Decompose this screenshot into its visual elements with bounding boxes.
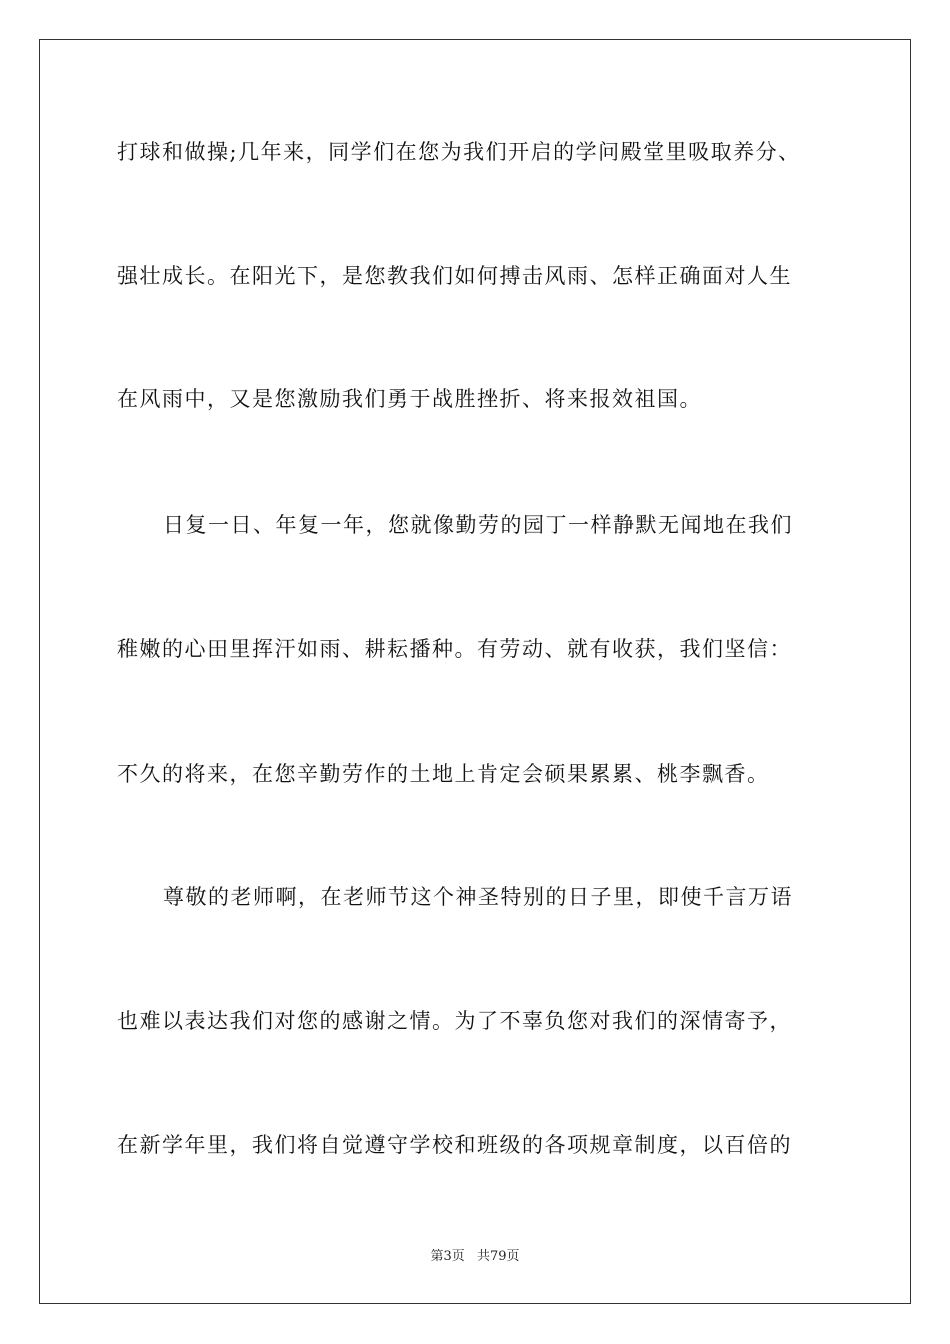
body-text-line: 不久的将来，在您辛勤劳作的土地上肯定会硕果累累、桃李飘香。 — [117, 762, 770, 786]
paragraph-first-line: 日复一日、年复一年，您就像勤劳的园丁一样静默无闻地在我们 — [163, 513, 793, 537]
body-text-line: 强壮成长。在阳光下，是您教我们如何搏击风雨、怎样正确面对人生 — [117, 264, 792, 288]
paragraph-first-line: 尊敬的老师啊，在老师节这个神圣特别的日子里，即使千言万语 — [163, 885, 793, 909]
body-text-line: 也难以表达我们对您的感谢之情。为了不辜负您对我们的深情寄予， — [117, 1009, 792, 1033]
page-footer — [0, 1248, 950, 1266]
page-number: 第3页 — [430, 1249, 465, 1264]
body-text-line: 在新学年里，我们将自觉遵守学校和班级的各项规章制度，以百倍的 — [117, 1133, 792, 1157]
body-text-line: 在风雨中，又是您激励我们勇于战胜挫折、将来报效祖国。 — [117, 387, 702, 411]
body-text-line: 稚嫩的心田里挥汗如雨、耕耘播种。有劳动、就有收获，我们坚信： — [117, 637, 792, 661]
page-border — [39, 39, 911, 1304]
body-text-line: 打球和做操;几年来，同学们在您为我们开启的学问殿堂里吸取养分、 — [117, 140, 801, 164]
page-total: 共79页 — [476, 1249, 520, 1264]
